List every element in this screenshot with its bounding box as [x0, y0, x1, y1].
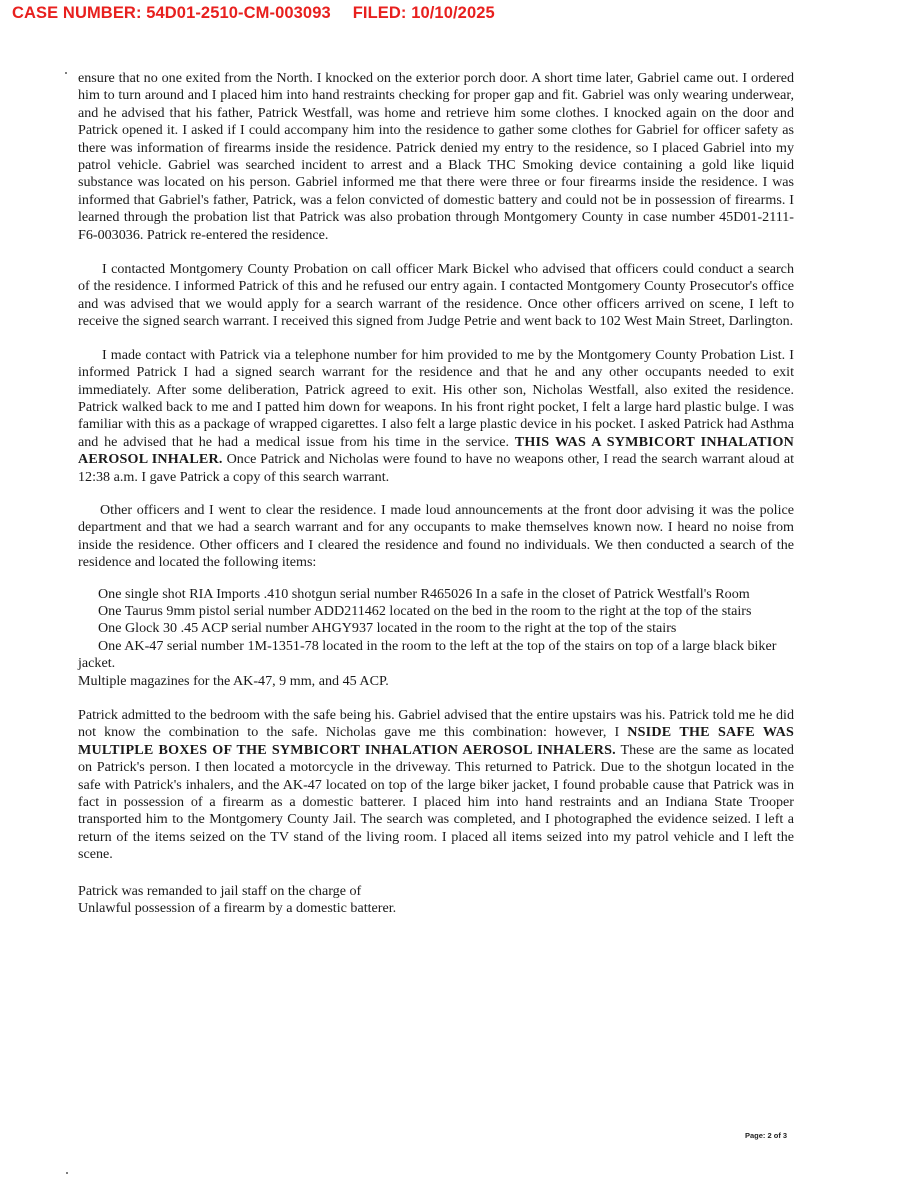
paragraph-patrick-exit — [78, 347, 794, 486]
emphasis-text: THIS WAS A SYMBICORT INHALATION AEROSOL INHALER. — [78, 433, 794, 468]
paragraph-text: These are the same as located on Patrick's person. I then located a motorcycle in the driveway. This returned to Patrick. Due to the shotgun located in the safe with Patrick's inhalers, and the AK-47 located on top of the large biker jacket, I found probable cause that Patrick was in fact in possession of a firearm as a domestic batterer. I placed him into hand restraints and an Indiana State Trooper transported him to the Montgomery County Jail. The search was completed, and I photographed the evidence seized. I left a return of the items seized on the TV stand of the living room. I placed all items seized into my patrol vehicle and I left the scene. — [78, 741, 794, 863]
seized-items-list — [78, 586, 794, 690]
report-body — [78, 70, 794, 917]
paragraph-text: Once Patrick and Nicholas were found to have no weapons other, I read the search warrant aloud at 12:38 a.m. I gave Patrick a copy of this search warrant. — [78, 451, 794, 485]
case-header — [12, 4, 495, 23]
list-item: One single shot RIA Imports .410 shotgun serial number R465026 In a safe in the closet of Patrick Westfall's Room — [98, 585, 750, 602]
charge-line: Patrick was remanded to jail staff on the charge of — [78, 882, 362, 899]
list-item: Multiple magazines for the AK-47, 9 mm, and 45 ACP. — [78, 672, 389, 689]
emphasis-text: NSIDE THE SAFE WAS MULTIPLE BOXES OF THE SYMBICORT INHALATION AEROSOL INHALERS. — [78, 724, 794, 758]
paragraph-arrest-gabriel: ensure that no one exited from the North. I knocked on the exterior porch door. A short time later, Gabriel came out. I ordered him to turn around and I placed him into hand restraints checking for proper gap and fit. Gabriel was only wearing underwear, and he advised that his father, Patrick Westfall, was home and retrieve him some clothes. I knocked again on the door and Patrick opened it. I asked if I could accompany him into the residence to gather some clothes for Gabriel for officer safety as there was information of firearms inside the residence. Patrick denied my entry to the residence, so I placed Gabriel into my patrol vehicle. Gabriel was searched incident to arrest and a Black THC Smoking device containing a gold like liquid substance was located on his person. Gabriel informed me that there were three or four firearms inside the residence. I was informed that Gabriel's father, Patrick, was a felon convicted of domestic battery and could not be in possession of firearms. I learned through the probation list that Patrick was also probation through Montgomery County in case number 45D01-2111-F6-003036. Patrick re-entered the residence. — [78, 70, 794, 243]
paragraph-text: I made contact with Patrick via a telephone number for him provided to me by the Montgomery County Probation List. I informed Patrick I had a signed search warrant for the residence and that he and any other occupants needed to exit immediately. After some deliberation, Patrick agreed to exit. His other son, Nicholas Westfall, also exited the residence. Patrick walked back to me and I patted him down for weapons. In his front right pocket, I felt a large hard plastic bulge. I was familiar with this as a package of wrapped cigarettes. I also felt a large plastic device in his pocket. I asked Patrick had Asthma and he advised that he had a medical issue from his time in the service. — [78, 346, 794, 450]
case-number: CASE NUMBER: 54D01-2510-CM-003093 — [12, 4, 331, 22]
scan-speck — [65, 72, 67, 74]
list-item: One AK-47 serial number 1M-1351-78 located in the room to the left at the top of the stairs on top of a large black biker jacket. — [78, 637, 777, 672]
scan-speck — [66, 1172, 68, 1174]
paragraph-probable-cause — [78, 707, 794, 864]
paragraph-search: Other officers and I went to clear the residence. I made loud announcements at the front door advising it was the police department and that we had a search warrant and for any occupants to make themselves known now. I heard no noise from inside the residence. Other officers and I cleared the residence and found no individuals. We then conducted a search of the residence and located the following items: — [78, 501, 794, 571]
page-number: Page: 2 of 3 — [745, 1131, 788, 1140]
list-item: One Glock 30 .45 ACP serial number AHGY937 located in the room to the right at the top of the stairs — [98, 620, 677, 637]
paragraph-charge — [78, 883, 794, 918]
list-item: One Taurus 9mm pistol serial number ADD211462 located on the bed in the room to the right at the top of the stairs — [98, 602, 752, 619]
paragraph-text: Patrick admitted to the bedroom with the safe being his. Gabriel advised that the entire upstairs was his. Patrick told me he did not know the combination to the safe. Nicholas gave me this combination: however, I — [78, 707, 794, 741]
paragraph-probation-contact: I contacted Montgomery County Probation on call officer Mark Bickel who advised that officers could conduct a search of the residence. I informed Patrick of this and he refused our entry again. I contacted Montgomery County Prosecutor's office and was advised that we would apply for a search warrant of the residence. Once other officers arrived on scene, I left to receive the signed search warrant. I received this signed from Judge Petrie and went back to 102 West Main Street, Darlington. — [78, 261, 794, 330]
filed-date: FILED: 10/10/2025 — [352, 4, 495, 22]
charge-line: Unlawful possession of a firearm by a domestic batterer. — [78, 900, 397, 917]
